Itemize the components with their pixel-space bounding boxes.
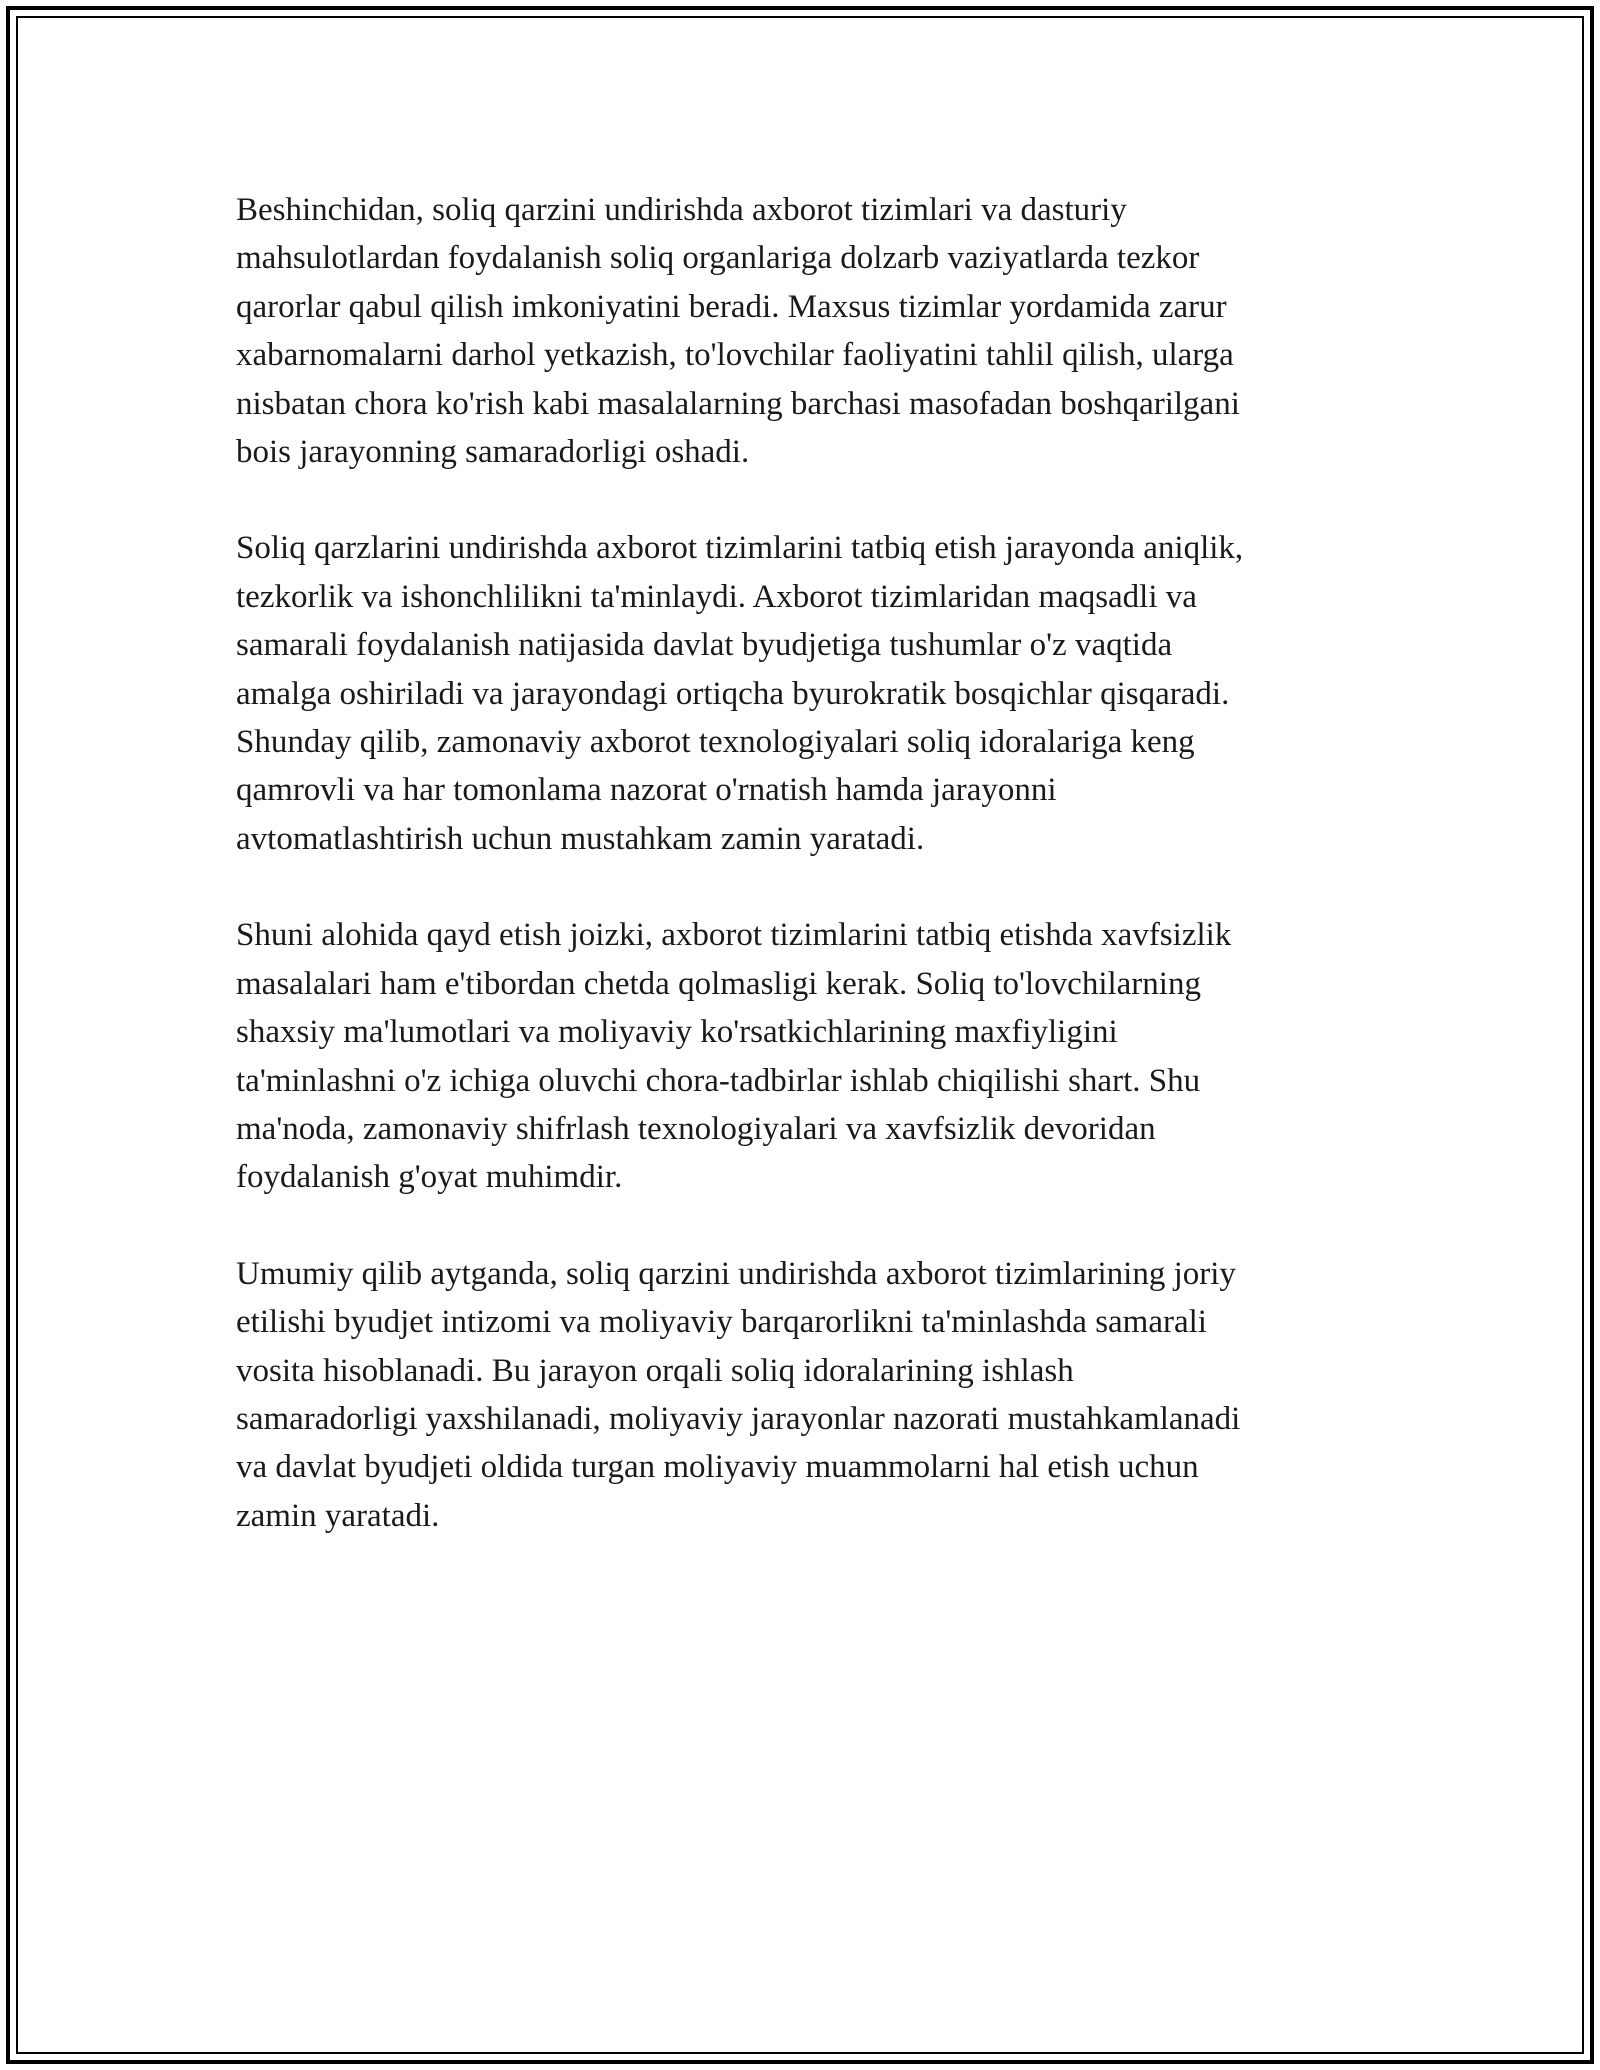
- paragraph-line: ma'noda, zamonaviy shifrlash texnologiyalari va xavfsizlik devoridan: [236, 1110, 1156, 1147]
- paragraph-line: Umumiy qilib aytganda, soliq qarzini undirishda axborot tizimlarining joriy: [236, 1255, 1236, 1292]
- paragraph-line: va davlat byudjeti oldida turgan moliyaviy muammolarni hal etish uchun: [236, 1449, 1199, 1486]
- paragraph-line: Soliq qarzlarini undirishda axborot tizimlarini tatbiq etish jarayonda aniqlik,: [236, 530, 1244, 567]
- paragraph-line: mahsulotlardan foydalanish soliq organlariga dolzarb vaziyatlarda tezkor: [236, 240, 1200, 277]
- paragraph-line: tezkorlik va ishonchlilikni ta'minlaydi. Axborot tizimlaridan maqsadli va: [236, 578, 1197, 615]
- paragraph-line: qamrovli va har tomonlama nazorat o'rnatish hamda jarayonni: [236, 772, 1057, 809]
- paragraph-line: samaradorligi yaxshilanadi, moliyaviy jarayonlar nazorati mustahkamlanadi: [236, 1400, 1241, 1437]
- paragraph-line: shaxsiy ma'lumotlari va moliyaviy ko'rsatkichlarining maxfiyligini: [236, 1014, 1118, 1051]
- paragraph-line: vosita hisoblanadi. Bu jarayon orqali soliq idoralarining ishlash: [236, 1352, 1074, 1389]
- paragraph-line: foydalanish g'oyat muhimdir.: [236, 1159, 623, 1196]
- paragraph-line: etilishi byudjet intizomi va moliyaviy barqarorlikni ta'minlashda samarali: [236, 1304, 1207, 1341]
- paragraph-line: samarali foydalanish natijasida davlat byudjetiga tushumlar o'z vaqtida: [236, 627, 1173, 664]
- paragraph-line: avtomatlashtirish uchun mustahkam zamin yaratadi.: [236, 820, 925, 857]
- document-body: [236, 186, 1376, 1588]
- paragraph-line: amalga oshiriladi va jarayondagi ortiqcha byurokratik bosqichlar qisqaradi.: [236, 675, 1230, 712]
- paragraph-2: [236, 524, 1376, 863]
- paragraph-3: [236, 911, 1376, 1201]
- paragraph-line: ta'minlashni o'z ichiga oluvchi chora-tadbirlar ishlab chiqilishi shart. Shu: [236, 1062, 1201, 1099]
- paragraph-line: zamin yaratadi.: [236, 1497, 440, 1534]
- paragraph-line: masalalari ham e'tibordan chetda qolmasligi kerak. Soliq to'lovchilarning: [236, 965, 1201, 1002]
- paragraph-line: qarorlar qabul qilish imkoniyatini beradi. Maxsus tizimlar yordamida zarur: [236, 288, 1227, 325]
- paragraph-line: nisbatan chora ko'rish kabi masalalarning barchasi masofadan boshqarilgani: [236, 385, 1240, 422]
- paragraph-1: [236, 186, 1376, 476]
- paragraph-line: bois jarayonning samaradorligi oshadi.: [236, 434, 750, 471]
- paragraph-line: Shunday qilib, zamonaviy axborot texnologiyalari soliq idoralariga keng: [236, 724, 1195, 761]
- paragraph-line: Beshinchidan, soliq qarzini undirishda axborot tizimlari va dasturiy: [236, 192, 1127, 228]
- paragraph-line: xabarnomalarni darhol yetkazish, to'lovchilar faoliyatini tahlil qilish, ularga: [236, 337, 1234, 374]
- paragraph-line: Shuni alohida qayd etish joizki, axborot tizimlarini tatbiq etishda xavfsizlik: [236, 917, 1232, 954]
- paragraph-4: [236, 1250, 1376, 1540]
